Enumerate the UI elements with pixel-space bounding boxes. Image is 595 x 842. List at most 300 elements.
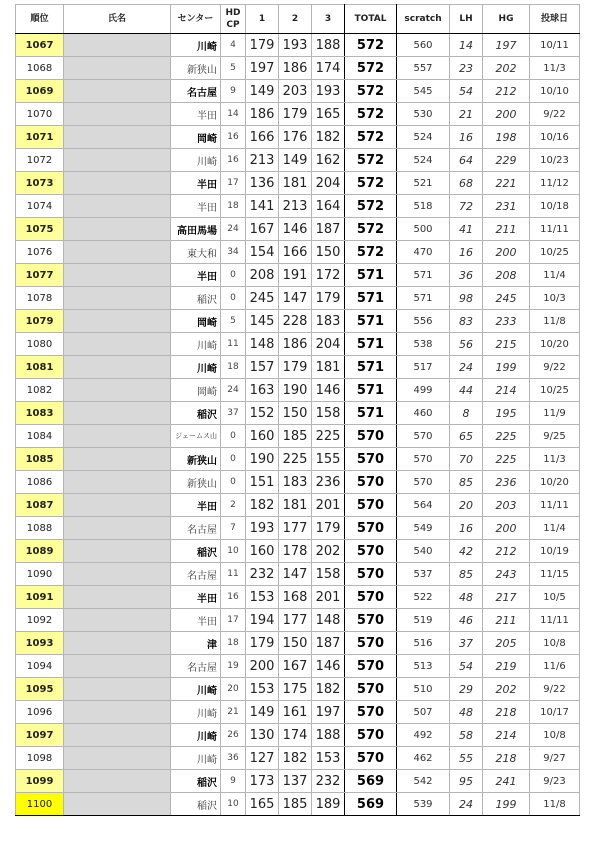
scratch-cell: 537 xyxy=(397,563,450,586)
rank-cell: 1086 xyxy=(16,471,64,494)
header-hg: HG xyxy=(483,5,530,34)
total-cell: 570 xyxy=(345,540,397,563)
scratch-cell: 545 xyxy=(397,80,450,103)
game-1-cell: 153 xyxy=(246,678,279,701)
game-3-cell: 202 xyxy=(312,540,345,563)
table-row xyxy=(16,494,580,517)
hdcp-cell: 19 xyxy=(221,655,246,678)
header-hdcp xyxy=(221,5,246,34)
table-header-row xyxy=(16,5,580,34)
rank-cell: 1068 xyxy=(16,57,64,80)
hdcp-cell: 9 xyxy=(221,80,246,103)
hdcp-cell: 5 xyxy=(221,310,246,333)
lh-cell: 23 xyxy=(450,57,483,80)
rank-cell: 1088 xyxy=(16,517,64,540)
date-cell: 11/3 xyxy=(530,57,580,80)
center-cell: 川崎 xyxy=(171,678,221,701)
hdcp-cell: 5 xyxy=(221,57,246,80)
lh-cell: 85 xyxy=(450,563,483,586)
lh-cell: 21 xyxy=(450,103,483,126)
date-cell: 10/11 xyxy=(530,34,580,57)
name-cell xyxy=(64,218,171,241)
game-2-cell: 193 xyxy=(279,34,312,57)
hdcp-cell: 0 xyxy=(221,471,246,494)
hg-cell: 198 xyxy=(483,126,530,149)
date-cell: 10/10 xyxy=(530,80,580,103)
center-cell: 川崎 xyxy=(171,333,221,356)
game-2-cell: 191 xyxy=(279,264,312,287)
rank-cell: 1085 xyxy=(16,448,64,471)
hdcp-cell: 21 xyxy=(221,701,246,724)
total-cell: 570 xyxy=(345,425,397,448)
game-1-cell: 151 xyxy=(246,471,279,494)
game-3-cell: 187 xyxy=(312,632,345,655)
table-row xyxy=(16,57,580,80)
lh-cell: 95 xyxy=(450,770,483,793)
hg-cell: 200 xyxy=(483,241,530,264)
name-cell xyxy=(64,310,171,333)
ranking-table xyxy=(15,4,580,816)
lh-cell: 36 xyxy=(450,264,483,287)
date-cell: 11/4 xyxy=(530,517,580,540)
center-cell: 岡崎 xyxy=(171,310,221,333)
center-cell: 稲沢 xyxy=(171,770,221,793)
center-cell: 半田 xyxy=(171,264,221,287)
game-2-cell: 181 xyxy=(279,172,312,195)
name-cell xyxy=(64,747,171,770)
game-2-cell: 177 xyxy=(279,517,312,540)
lh-cell: 54 xyxy=(450,655,483,678)
hdcp-cell: 24 xyxy=(221,379,246,402)
date-cell: 11/9 xyxy=(530,402,580,425)
hdcp-cell: 0 xyxy=(221,264,246,287)
name-cell xyxy=(64,724,171,747)
date-cell: 9/22 xyxy=(530,678,580,701)
scratch-cell: 540 xyxy=(397,540,450,563)
date-cell: 11/12 xyxy=(530,172,580,195)
rank-cell: 1090 xyxy=(16,563,64,586)
center-cell: 川崎 xyxy=(171,34,221,57)
date-cell: 11/8 xyxy=(530,793,580,816)
table-row xyxy=(16,609,580,632)
name-cell xyxy=(64,678,171,701)
lh-cell: 55 xyxy=(450,747,483,770)
rank-cell: 1083 xyxy=(16,402,64,425)
total-cell: 572 xyxy=(345,103,397,126)
game-2-cell: 166 xyxy=(279,241,312,264)
game-3-cell: 193 xyxy=(312,80,345,103)
scratch-cell: 518 xyxy=(397,195,450,218)
hdcp-cell: 16 xyxy=(221,586,246,609)
game-3-cell: 181 xyxy=(312,356,345,379)
game-1-cell: 153 xyxy=(246,586,279,609)
game-3-cell: 197 xyxy=(312,701,345,724)
game-3-cell: 189 xyxy=(312,793,345,816)
scratch-cell: 519 xyxy=(397,609,450,632)
hg-cell: 215 xyxy=(483,333,530,356)
rank-cell: 1072 xyxy=(16,149,64,172)
game-1-cell: 149 xyxy=(246,701,279,724)
name-cell xyxy=(64,57,171,80)
rank-cell: 1069 xyxy=(16,80,64,103)
table-row xyxy=(16,701,580,724)
table-body xyxy=(16,34,580,816)
scratch-cell: 557 xyxy=(397,57,450,80)
game-3-cell: 165 xyxy=(312,103,345,126)
lh-cell: 16 xyxy=(450,126,483,149)
total-cell: 570 xyxy=(345,701,397,724)
hg-cell: 218 xyxy=(483,747,530,770)
table-row xyxy=(16,724,580,747)
header-name: 氏名 xyxy=(64,5,171,34)
rank-cell: 1073 xyxy=(16,172,64,195)
total-cell: 572 xyxy=(345,218,397,241)
scratch-cell: 510 xyxy=(397,678,450,701)
game-3-cell: 146 xyxy=(312,379,345,402)
name-cell xyxy=(64,471,171,494)
table-row xyxy=(16,563,580,586)
lh-cell: 24 xyxy=(450,793,483,816)
rank-cell: 1089 xyxy=(16,540,64,563)
scratch-cell: 549 xyxy=(397,517,450,540)
total-cell: 570 xyxy=(345,448,397,471)
hg-cell: 219 xyxy=(483,655,530,678)
center-cell: 稲沢 xyxy=(171,540,221,563)
center-cell: 半田 xyxy=(171,586,221,609)
date-cell: 10/23 xyxy=(530,149,580,172)
hg-cell: 243 xyxy=(483,563,530,586)
date-cell: 10/5 xyxy=(530,586,580,609)
name-cell xyxy=(64,425,171,448)
hg-cell: 231 xyxy=(483,195,530,218)
game-2-cell: 175 xyxy=(279,678,312,701)
lh-cell: 20 xyxy=(450,494,483,517)
name-cell xyxy=(64,356,171,379)
table-row xyxy=(16,448,580,471)
game-1-cell: 197 xyxy=(246,57,279,80)
lh-cell: 8 xyxy=(450,402,483,425)
game-2-cell: 146 xyxy=(279,218,312,241)
rank-cell: 1098 xyxy=(16,747,64,770)
lh-cell: 68 xyxy=(450,172,483,195)
game-1-cell: 145 xyxy=(246,310,279,333)
rank-cell: 1071 xyxy=(16,126,64,149)
game-2-cell: 178 xyxy=(279,540,312,563)
header-game-3: 3 xyxy=(312,5,345,34)
date-cell: 11/15 xyxy=(530,563,580,586)
scratch-cell: 524 xyxy=(397,149,450,172)
center-cell: 東大和 xyxy=(171,241,221,264)
name-cell xyxy=(64,655,171,678)
scratch-cell: 571 xyxy=(397,287,450,310)
date-cell: 11/11 xyxy=(530,494,580,517)
date-cell: 10/17 xyxy=(530,701,580,724)
game-2-cell: 167 xyxy=(279,655,312,678)
date-cell: 11/11 xyxy=(530,218,580,241)
center-cell: 稲沢 xyxy=(171,793,221,816)
rank-cell: 1100 xyxy=(16,793,64,816)
game-3-cell: 158 xyxy=(312,402,345,425)
scratch-cell: 516 xyxy=(397,632,450,655)
total-cell: 570 xyxy=(345,724,397,747)
date-cell: 9/22 xyxy=(530,356,580,379)
table-row xyxy=(16,218,580,241)
game-3-cell: 188 xyxy=(312,724,345,747)
total-cell: 572 xyxy=(345,34,397,57)
name-cell xyxy=(64,563,171,586)
total-cell: 570 xyxy=(345,632,397,655)
game-1-cell: 165 xyxy=(246,793,279,816)
hdcp-cell: 18 xyxy=(221,195,246,218)
hg-cell: 236 xyxy=(483,471,530,494)
hdcp-cell: 10 xyxy=(221,793,246,816)
lh-cell: 83 xyxy=(450,310,483,333)
hg-cell: 225 xyxy=(483,425,530,448)
hg-cell: 212 xyxy=(483,540,530,563)
hdcp-cell: 0 xyxy=(221,425,246,448)
game-3-cell: 201 xyxy=(312,586,345,609)
hg-cell: 200 xyxy=(483,517,530,540)
rank-cell: 1097 xyxy=(16,724,64,747)
center-cell: 半田 xyxy=(171,195,221,218)
game-2-cell: 228 xyxy=(279,310,312,333)
game-3-cell: 236 xyxy=(312,471,345,494)
table-row xyxy=(16,425,580,448)
name-cell xyxy=(64,632,171,655)
lh-cell: 24 xyxy=(450,356,483,379)
table-row xyxy=(16,356,580,379)
table-row xyxy=(16,310,580,333)
lh-cell: 54 xyxy=(450,80,483,103)
game-3-cell: 150 xyxy=(312,241,345,264)
center-cell: 名古屋 xyxy=(171,80,221,103)
rank-cell: 1078 xyxy=(16,287,64,310)
center-cell: 稲沢 xyxy=(171,402,221,425)
hdcp-cell: 24 xyxy=(221,218,246,241)
lh-cell: 58 xyxy=(450,724,483,747)
game-2-cell: 203 xyxy=(279,80,312,103)
game-3-cell: 204 xyxy=(312,172,345,195)
total-cell: 572 xyxy=(345,241,397,264)
table-row xyxy=(16,747,580,770)
game-3-cell: 182 xyxy=(312,126,345,149)
game-2-cell: 186 xyxy=(279,57,312,80)
game-2-cell: 185 xyxy=(279,425,312,448)
game-2-cell: 179 xyxy=(279,103,312,126)
lh-cell: 48 xyxy=(450,586,483,609)
hdcp-cell: 16 xyxy=(221,126,246,149)
name-cell xyxy=(64,770,171,793)
game-2-cell: 176 xyxy=(279,126,312,149)
table-row xyxy=(16,149,580,172)
header-center: センター xyxy=(171,5,221,34)
hg-cell: 203 xyxy=(483,494,530,517)
hg-cell: 199 xyxy=(483,356,530,379)
game-1-cell: 232 xyxy=(246,563,279,586)
lh-cell: 37 xyxy=(450,632,483,655)
game-1-cell: 154 xyxy=(246,241,279,264)
game-2-cell: 161 xyxy=(279,701,312,724)
scratch-cell: 462 xyxy=(397,747,450,770)
header-date: 投球日 xyxy=(530,5,580,34)
total-cell: 571 xyxy=(345,310,397,333)
header-total: TOTAL xyxy=(345,5,397,34)
game-2-cell: 174 xyxy=(279,724,312,747)
hg-cell: 233 xyxy=(483,310,530,333)
hdcp-cell: 4 xyxy=(221,34,246,57)
hdcp-cell: 10 xyxy=(221,540,246,563)
scratch-cell: 564 xyxy=(397,494,450,517)
rank-cell: 1096 xyxy=(16,701,64,724)
total-cell: 570 xyxy=(345,747,397,770)
game-1-cell: 167 xyxy=(246,218,279,241)
game-1-cell: 136 xyxy=(246,172,279,195)
scratch-cell: 521 xyxy=(397,172,450,195)
game-3-cell: 155 xyxy=(312,448,345,471)
game-3-cell: 232 xyxy=(312,770,345,793)
rank-cell: 1067 xyxy=(16,34,64,57)
game-1-cell: 157 xyxy=(246,356,279,379)
game-1-cell: 208 xyxy=(246,264,279,287)
lh-cell: 64 xyxy=(450,149,483,172)
game-2-cell: 213 xyxy=(279,195,312,218)
rank-cell: 1099 xyxy=(16,770,64,793)
scratch-cell: 517 xyxy=(397,356,450,379)
scratch-cell: 460 xyxy=(397,402,450,425)
name-cell xyxy=(64,172,171,195)
game-1-cell: 179 xyxy=(246,34,279,57)
game-1-cell: 166 xyxy=(246,126,279,149)
game-1-cell: 163 xyxy=(246,379,279,402)
lh-cell: 48 xyxy=(450,701,483,724)
header-hdcp-line1: HD xyxy=(225,8,241,18)
center-cell: 川崎 xyxy=(171,747,221,770)
game-1-cell: 200 xyxy=(246,655,279,678)
date-cell: 11/6 xyxy=(530,655,580,678)
game-2-cell: 177 xyxy=(279,609,312,632)
hdcp-cell: 17 xyxy=(221,172,246,195)
hg-cell: 225 xyxy=(483,448,530,471)
name-cell xyxy=(64,264,171,287)
game-1-cell: 186 xyxy=(246,103,279,126)
game-1-cell: 182 xyxy=(246,494,279,517)
rank-cell: 1076 xyxy=(16,241,64,264)
center-cell: 名古屋 xyxy=(171,517,221,540)
name-cell xyxy=(64,333,171,356)
name-cell xyxy=(64,793,171,816)
name-cell xyxy=(64,126,171,149)
hdcp-cell: 17 xyxy=(221,609,246,632)
game-2-cell: 147 xyxy=(279,563,312,586)
total-cell: 570 xyxy=(345,471,397,494)
center-cell: 津 xyxy=(171,632,221,655)
name-cell xyxy=(64,402,171,425)
game-1-cell: 179 xyxy=(246,632,279,655)
total-cell: 570 xyxy=(345,494,397,517)
total-cell: 570 xyxy=(345,563,397,586)
header-hdcp-line2: CP xyxy=(226,20,240,30)
name-cell xyxy=(64,149,171,172)
center-cell: 岡崎 xyxy=(171,126,221,149)
scratch-cell: 499 xyxy=(397,379,450,402)
game-2-cell: 168 xyxy=(279,586,312,609)
date-cell: 11/11 xyxy=(530,609,580,632)
table-row xyxy=(16,540,580,563)
lh-cell: 41 xyxy=(450,218,483,241)
name-cell xyxy=(64,34,171,57)
table-row xyxy=(16,632,580,655)
rank-cell: 1084 xyxy=(16,425,64,448)
hdcp-cell: 0 xyxy=(221,448,246,471)
scratch-cell: 522 xyxy=(397,586,450,609)
center-cell: 名古屋 xyxy=(171,563,221,586)
hg-cell: 245 xyxy=(483,287,530,310)
date-cell: 10/25 xyxy=(530,379,580,402)
date-cell: 10/16 xyxy=(530,126,580,149)
table-row xyxy=(16,333,580,356)
game-2-cell: 150 xyxy=(279,632,312,655)
hg-cell: 200 xyxy=(483,103,530,126)
rank-cell: 1070 xyxy=(16,103,64,126)
hg-cell: 205 xyxy=(483,632,530,655)
game-3-cell: 148 xyxy=(312,609,345,632)
center-cell: 新狭山 xyxy=(171,57,221,80)
lh-cell: 98 xyxy=(450,287,483,310)
game-3-cell: 146 xyxy=(312,655,345,678)
scratch-cell: 500 xyxy=(397,218,450,241)
table-row xyxy=(16,195,580,218)
scratch-cell: 538 xyxy=(397,333,450,356)
center-cell: 岡崎 xyxy=(171,379,221,402)
hg-cell: 208 xyxy=(483,264,530,287)
hg-cell: 218 xyxy=(483,701,530,724)
name-cell xyxy=(64,609,171,632)
rank-cell: 1082 xyxy=(16,379,64,402)
game-3-cell: 174 xyxy=(312,57,345,80)
total-cell: 572 xyxy=(345,126,397,149)
hdcp-cell: 14 xyxy=(221,103,246,126)
table-row xyxy=(16,586,580,609)
game-3-cell: 204 xyxy=(312,333,345,356)
table-row xyxy=(16,678,580,701)
game-3-cell: 153 xyxy=(312,747,345,770)
header-lh: LH xyxy=(450,5,483,34)
total-cell: 572 xyxy=(345,80,397,103)
rank-cell: 1087 xyxy=(16,494,64,517)
total-cell: 571 xyxy=(345,333,397,356)
game-3-cell: 179 xyxy=(312,517,345,540)
hg-cell: 195 xyxy=(483,402,530,425)
lh-cell: 42 xyxy=(450,540,483,563)
game-1-cell: 152 xyxy=(246,402,279,425)
game-1-cell: 149 xyxy=(246,80,279,103)
date-cell: 10/20 xyxy=(530,471,580,494)
center-cell: 半田 xyxy=(171,609,221,632)
total-cell: 572 xyxy=(345,172,397,195)
center-cell: 名古屋 xyxy=(171,655,221,678)
game-1-cell: 130 xyxy=(246,724,279,747)
total-cell: 572 xyxy=(345,195,397,218)
hg-cell: 241 xyxy=(483,770,530,793)
date-cell: 9/23 xyxy=(530,770,580,793)
game-2-cell: 137 xyxy=(279,770,312,793)
table-row xyxy=(16,80,580,103)
scratch-cell: 542 xyxy=(397,770,450,793)
rank-cell: 1091 xyxy=(16,586,64,609)
center-cell: 半田 xyxy=(171,494,221,517)
table-row xyxy=(16,287,580,310)
rank-cell: 1093 xyxy=(16,632,64,655)
